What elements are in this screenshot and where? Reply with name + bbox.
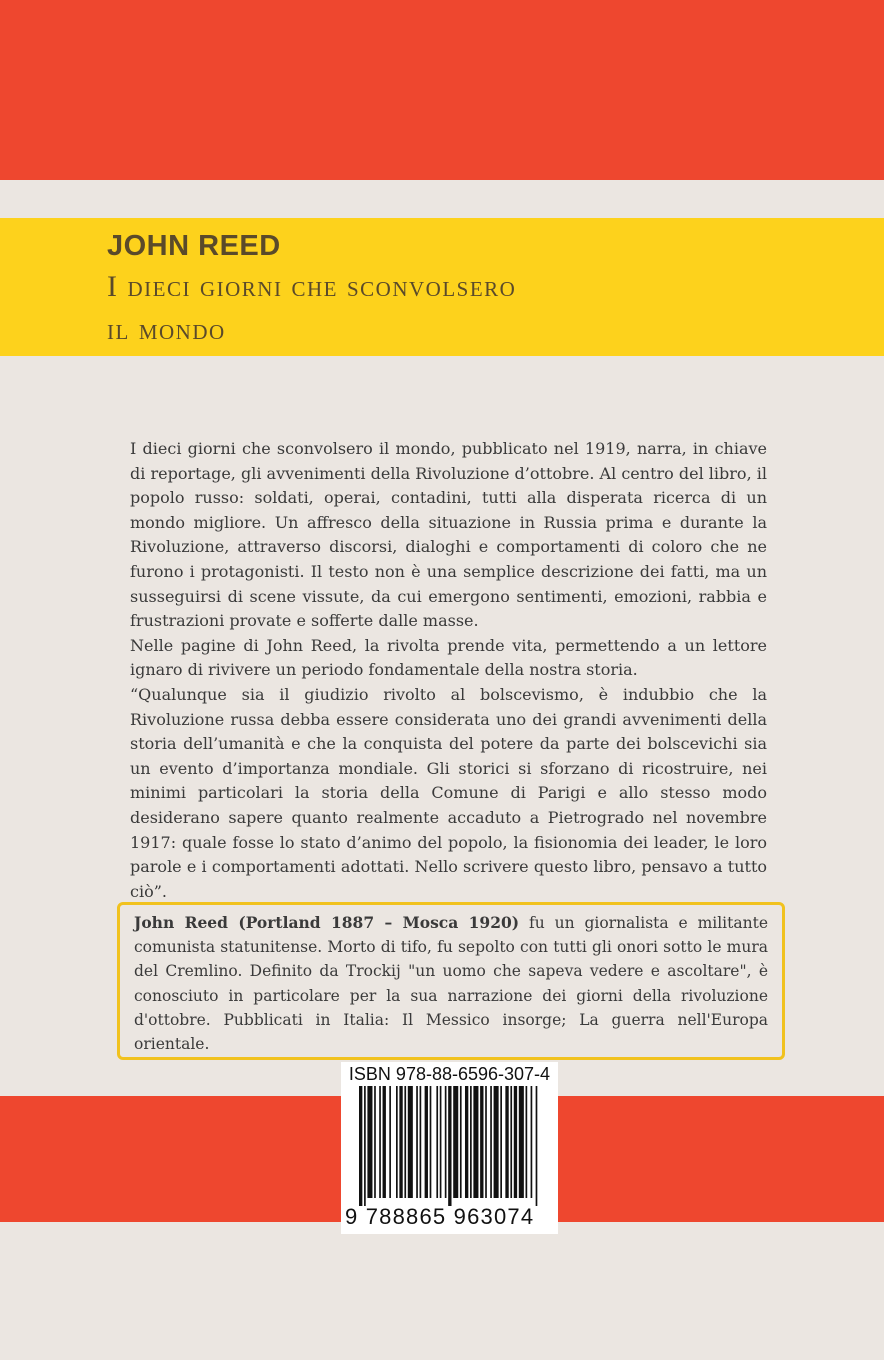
author-bio-lead: John Reed (Portland 1887 – Mosca 1920): [134, 913, 520, 932]
barcode-bar: [448, 1086, 451, 1206]
barcode-bar: [396, 1086, 398, 1198]
barcode-bar: [465, 1086, 468, 1198]
barcode-bar: [500, 1086, 502, 1198]
barcode-bar: [494, 1086, 499, 1198]
barcode-bar: [445, 1086, 447, 1198]
barcode-bar: [359, 1086, 362, 1206]
barcode-bar: [389, 1086, 391, 1198]
isbn-label: ISBN 978-88-6596-307-4: [348, 1064, 551, 1084]
barcode-bar: [473, 1086, 478, 1198]
barcode-bar: [453, 1086, 458, 1198]
description-paragraph-1: I dieci giorni che sconvolsero il mondo, pubblicato nel 1919, narra, in chiave di reportage, gli avvenimenti della Rivoluzione d’ottobre. Al centro del libro, il popolo russo: soldati, operai, contadini, tutti alla disperata ricerca di un mondo migliore. Un affresco della situazione in Russia prima e durante la Rivoluzione, attraverso discorsi, dialoghi e comportamenti di coloro che ne furono i protagonisti. Il testo non è una semplice descrizione dei fatti, ma un susseguirsi di scene vissute, da cui emergono sentimenti, emozioni, rabbia e frustrazioni provate e sofferte dalle masse.: [130, 439, 767, 631]
book-title-line-2: il mondo: [107, 313, 226, 346]
barcode-bars: [359, 1086, 539, 1206]
barcode-bar: [485, 1086, 487, 1198]
barcode-bar: [425, 1086, 428, 1198]
top-red-band: [0, 0, 884, 180]
book-title-line-1: I dieci giorni che sconvolsero: [107, 270, 517, 303]
barcode-bar: [490, 1086, 492, 1198]
barcode-bar: [416, 1086, 418, 1198]
barcode-bar: [383, 1086, 386, 1198]
author-bio-box: [117, 902, 785, 1060]
barcode-bar: [430, 1086, 432, 1198]
barcode-bar: [399, 1086, 402, 1198]
barcode-bar: [531, 1086, 533, 1198]
description-paragraph-2: Nelle pagine di John Reed, la rivolta prende vita, permettendo a un lettore ignaro di rivivere un periodo fondamentale della nostra storia.: [130, 635, 767, 680]
barcode-bar: [367, 1086, 372, 1198]
barcode-bar: [505, 1086, 508, 1198]
barcode-bar: [408, 1086, 413, 1198]
barcode-bar: [374, 1086, 376, 1198]
barcode-bar: [404, 1086, 406, 1198]
description-paragraph-3: “Qualunque sia il giudizio rivolto al bolscevismo, è indubbio che la Rivoluzione russa debba essere considerata uno dei grandi avvenimenti della storia dell’umanità e che la conquista del potere da parte dei bolscevichi sia un evento d’importanza mondiale. Gli storici si sforzano di ricostruire, nei minimi particolari la storia della Comune di Parigi e allo stesso modo desiderano sapere quanto realmente accaduto a Pietrogrado nel novembre 1917: quale fosse lo stato d’animo del popolo, la fisionomia dei leader, le loro parole e i comportamenti adottati. Nello scrivere questo libro, pensavo a tutto ciò”.: [130, 684, 767, 901]
barcode-bar: [536, 1086, 538, 1206]
barcode-bar: [470, 1086, 472, 1198]
barcode-bar: [364, 1086, 366, 1206]
barcode-digits: 9 788865 963074: [345, 1204, 535, 1229]
barcode-bar: [436, 1086, 438, 1198]
barcode-bar: [514, 1086, 517, 1198]
barcode-bar: [420, 1086, 422, 1198]
barcode-bar: [519, 1086, 524, 1198]
author-bio-body: fu un giornalista e militante comunista statunitense. Morto di tifo, fu sepolto con tutti gli onori sotto le mura del Cremlino. Definito da Trockij "un uomo che sapeva vedere e ascoltare", è conosciuto in particolare per la sua narrazione dei giorni della rivoluzione d'ottobre. Pubblicati in Italia: Il Messico insorge; La guerra nell'Europa orientale.: [134, 914, 768, 1054]
barcode-bar: [510, 1086, 512, 1198]
barcode-bar: [460, 1086, 462, 1198]
barcode-bar: [480, 1086, 483, 1198]
book-description: [130, 437, 767, 904]
isbn-barcode: [341, 1062, 558, 1234]
barcode-bar: [379, 1086, 381, 1198]
author-name: JOHN REED: [107, 230, 281, 262]
barcode-bar: [440, 1086, 442, 1198]
author-bio-text: [134, 911, 768, 1056]
barcode-bar: [526, 1086, 528, 1198]
